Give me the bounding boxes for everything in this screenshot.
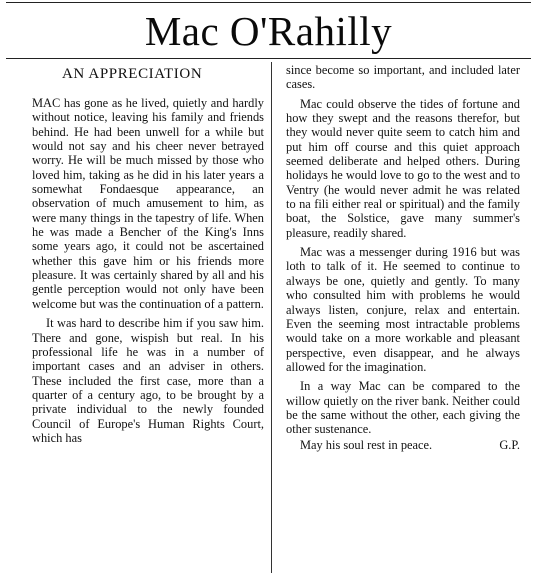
signature: G.P. xyxy=(499,437,520,452)
closing-line xyxy=(286,438,520,452)
closing-text: May his soul rest in peace. xyxy=(300,437,433,452)
left-column xyxy=(32,62,264,445)
paragraph: In a way Mac can be compared to the willow quietly on the river bank. Neither could be the same without the other, each giving the other sustenance. xyxy=(286,379,520,437)
title-rule xyxy=(6,58,531,59)
paragraph: Mac could observe the tides of fortune and how they swept and the reasons therefor, but they would never quite seem to catch him and put him off course and this quiet approach seemed deliberate and helped others. During holidays he would love to go to the west and to Ventry (he would never admit he was related to na fili either real or spiritual) and the family boat, the Solstice, gave many summer's pleasure, readily shared. xyxy=(286,96,521,240)
paragraph: It was hard to describe him if you saw him. There and gone, wispish but real. In his professional life he was in a number of important cases and an adviser in others. These included the first case, more than a quarter of a century ago, to be brought by a private individual to the newly founded Council of Europe's Human Rights Court, which has xyxy=(32,316,264,445)
paragraph: since become so important, and included later cases. xyxy=(286,63,520,92)
right-column xyxy=(286,63,520,452)
paragraph: Mac was a messenger during 1916 but was loth to talk of it. He seemed to continue to always be one, quietly and gently. To many who consulted him with problems he would always listen, conjure, relax and entertain. Even the seeming most intractable problems would take on a more workable and pleasant perspective, even disappear, and he always allowed for the imagination. xyxy=(286,245,520,374)
column-divider xyxy=(271,62,272,573)
article-title: Mac O'Rahilly xyxy=(144,8,393,54)
article-subtitle: AN APPRECIATION xyxy=(62,66,203,82)
top-rule xyxy=(6,2,531,3)
paragraph: MAC has gone as he lived, quietly and hardly without notice, leaving his family and friends behind. He had been unwell for a while but would not say and his cheer never betrayed worry. He will be much missed by those who loved him, taking as he did in his later years a somewhat Fondaesque appearance, an observation of much amusement to him, as were many things in the tapestry of life. When he was made a Bencher of the King's Inns some years ago, it could not be ascertained whether this gave him or his friends more pleasure. It was certainly shared by all and his gentle perception would not only have been welcome but was the continuation of a pattern. xyxy=(32,96,264,311)
